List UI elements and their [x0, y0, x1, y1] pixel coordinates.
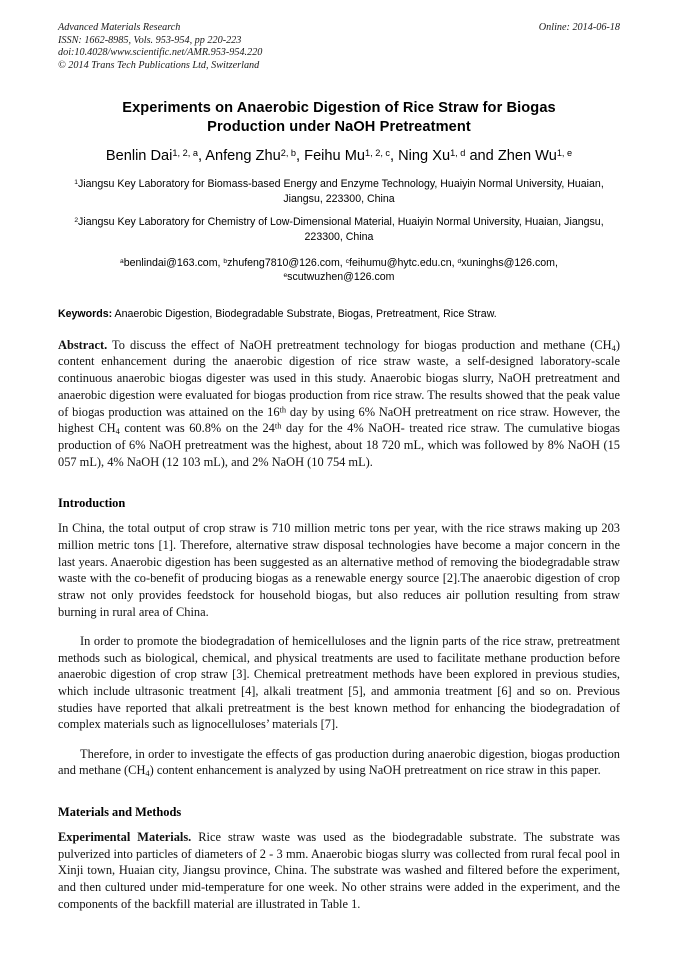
journal-header	[58, 22, 620, 72]
email-marker: c	[345, 257, 349, 265]
email-separator: ,	[217, 256, 224, 269]
keywords	[58, 307, 620, 321]
email-address: scutwuzhen@126.com	[287, 271, 395, 284]
author-affiliation-marker: 2, b	[280, 148, 297, 159]
author-separator: ,	[390, 148, 399, 165]
article-title	[58, 99, 620, 137]
page-content	[58, 22, 620, 925]
email-address: benlindai@163.com	[123, 256, 218, 269]
journal-issn-line: ISSN: 1662-8985, Vols. 953-954, pp 220-223	[58, 34, 242, 46]
abstract-part-1: To discuss the effect of NaOH pretreatment technology for biogas production and methane (CH	[107, 337, 612, 352]
introduction-paragraph-2-text: In order to promote the biodegradation of hemicelluloses and the lignin parts of the rice straw, pretreatment methods such as biological, chemical, and physical treatments are used to facilitate methane production before anaerobic digestion of crop straw [3]. Chemical pretreatment methods have been explored in previous studies, which include ultrasonic treatment [4], alkali treatment [5], and ammonia treatment [6] and so on. Previous studies have reported that alkali pretreatment is the best known method for enhancing the biodegradation of complex materials such as lignocelluloses’ materials [7].	[58, 633, 620, 732]
author-separator: ,	[197, 148, 206, 165]
author-affiliation-marker: 1, 2, a	[172, 148, 198, 159]
article-title-line-1: Experiments on Anaerobic Digestion of Rice Straw for Biogas	[122, 100, 556, 117]
introduction-paragraph-3	[58, 746, 620, 779]
affiliation-1-marker: 1	[74, 179, 78, 187]
abstract-sup-1: th	[279, 404, 287, 414]
experimental-materials-text: Rice straw waste was used as the biodegradable substrate. The substrate was pulverized into particles of diameters of 2 - 3 mm. Anaerobic biogas slurry was collected from rural fecal pool in Xinji town, Huaian city, Jiangsu province, China. The substrate was washed and filtered before the experiment, and then cultured under mid-temperature for one week. No other strains were added in the experiment, and the components of the backfill material are illustrated in Table 1.	[58, 829, 621, 911]
email-marker: a	[120, 257, 124, 265]
introduction-paragraph-2	[58, 633, 620, 733]
author-name: Zhen Wu	[497, 148, 557, 165]
abstract-label: Abstract.	[58, 337, 108, 352]
author-separator: ,	[296, 148, 305, 165]
email-address: xuninghs@126.com	[461, 256, 556, 269]
author-name: Anfeng Zhu	[205, 148, 281, 165]
introduction-paragraph-3-sub: 4	[145, 768, 150, 779]
abstract-part-5: day for the 4% NaOH- treated rice straw. The cumulative biogas production of 6% NaOH pretreatment was the highest, about 18 720 mL, which was followed by 8% NaOH (15 057 mL), 4% NaOH (12 103 mL), and 2% NaOH (10 754 mL).	[58, 421, 620, 469]
journal-copyright-line: © 2014 Trans Tech Publications Ltd, Switzerland	[58, 59, 260, 71]
introduction-paragraph-3-part-1: Therefore, in order to investigate the effects of gas production during anaerobic digestion, biogas production and methane (CH	[58, 746, 620, 778]
author-list	[58, 147, 620, 166]
email-marker: b	[223, 257, 228, 265]
abstract-sub-1: 4	[611, 342, 616, 353]
abstract-sub-2: 4	[115, 426, 120, 437]
author-separator: and	[465, 148, 498, 165]
email-address: feihumu@hytc.edu.cn	[349, 256, 452, 269]
author-emails	[58, 256, 620, 285]
abstract	[58, 337, 620, 471]
journal-name: Advanced Materials Research	[58, 22, 181, 33]
journal-online-date: Online: 2014-06-18	[538, 22, 620, 33]
introduction-paragraph-1: In China, the total output of crop straw is 710 million metric tons per year, with the rice straws making up 203 million metric tons [1]. Therefore, alternative straw disposal technologies have become a major concern in the last years. Anaerobic digestion has been suggested as an alternative method of removing the biodegradable straw waste with the co-benefit of producing biogas as a renewable energy source [2].The anaerobic digestion of crop straw not only provides feedstock for household biogas, but also reduces air pollution resulting from straw burning in rural area of China.	[58, 521, 620, 619]
email-separator: ,	[451, 256, 458, 269]
affiliation-1	[58, 177, 620, 206]
experimental-materials-paragraph	[58, 829, 620, 913]
introduction-paragraph-3-part-2: ) content enhancement is analyzed by using NaOH pretreatment on rice straw in this paper.	[149, 763, 601, 778]
journal-doi-line: doi:10.4028/www.scientific.net/AMR.953-954.220	[58, 47, 263, 59]
author-affiliation-marker: 1, 2, c	[365, 148, 391, 159]
abstract-part-4: content was 60.8% on the 24	[119, 421, 275, 436]
materials-and-methods-heading: Materials and Methods	[58, 804, 182, 819]
affiliation-1-text: Jiangsu Key Laboratory for Biomass-based Energy and Enzyme Technology, Huaiyin Normal University, Huaian, Jiangsu, 223300, China	[77, 178, 604, 205]
keywords-text: Anaerobic Digestion, Biodegradable Substrate, Biogas, Pretreatment, Rice Straw.	[114, 307, 497, 320]
author-name: Benlin Dai	[105, 148, 173, 165]
author-affiliation-marker: 1, d	[450, 148, 466, 159]
experimental-materials-label: Experimental Materials.	[58, 829, 192, 844]
email-separator: ,	[339, 256, 346, 269]
abstract-sup-2: th	[274, 420, 282, 431]
affiliation-2-marker: 2	[74, 217, 79, 225]
abstract-part-2: ) content enhancement during the anaerobic digestion of rice straw waste, a self-designed laboratory-scale continuous anaerobic biogas digester was used in this study. Anaerobic biogas slurry, NaOH pretreatment and anaerobic digestion were evaluated for biogas production from rice straw. The results showed that the peak value of biogas production was attained on the 16	[58, 337, 620, 419]
email-separator: ,	[555, 256, 558, 269]
email-marker: d	[457, 257, 462, 265]
abstract-part-3: day by using 6% NaOH pretreatment on rice straw. However, the highest CH	[58, 404, 620, 436]
author-name: Ning Xu	[398, 148, 451, 165]
affiliation-2-text: Jiangsu Key Laboratory for Chemistry of Low-Dimensional Material, Huaiyin Normal University, Huaian, Jiangsu, 223300, China	[78, 216, 604, 243]
article-title-line-2: Production under NaOH Pretreatment	[207, 119, 471, 136]
introduction-heading: Introduction	[58, 496, 126, 511]
email-address: zhufeng7810@126.com	[227, 256, 340, 269]
author-name: Feihu Mu	[304, 148, 365, 165]
email-marker: e	[283, 272, 288, 280]
author-affiliation-marker: 1, e	[556, 148, 573, 159]
keywords-label: Keywords:	[58, 307, 113, 320]
affiliation-2	[58, 215, 620, 244]
